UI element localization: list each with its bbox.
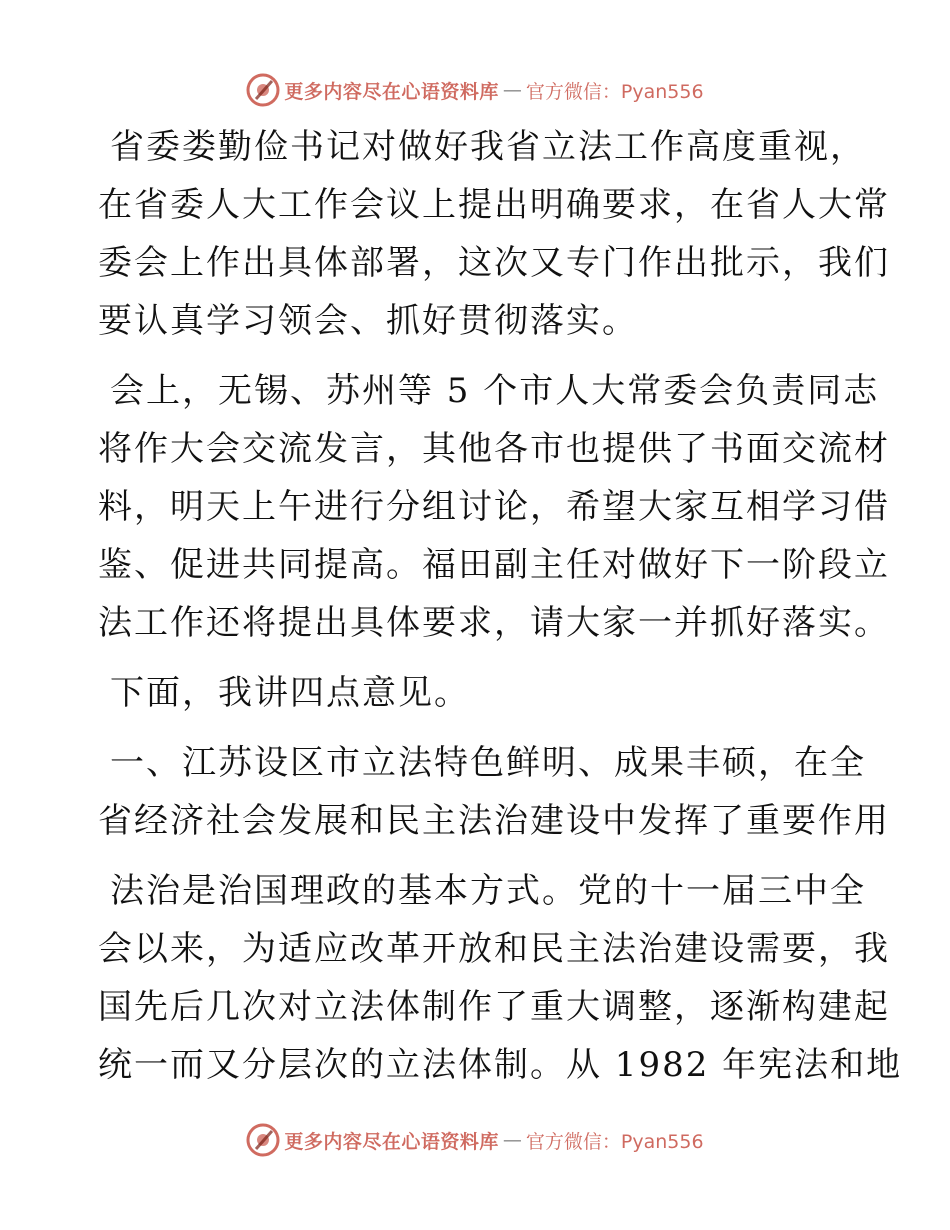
watermark-brand-text: 更多内容尽在心语资料库 xyxy=(284,1130,499,1153)
paragraph-2 xyxy=(98,362,890,652)
text-line: 法治是治国理政的基本方式。党的十一届三中全 xyxy=(110,871,866,911)
text-line: 会以来，为适应改革开放和民主法治建设需要，我 xyxy=(98,929,890,969)
paragraph-3 xyxy=(98,664,858,722)
text-line: 会上，无锡、苏州等 5 个市人大常委会负责同志 xyxy=(110,371,880,411)
text-line: 法工作还将提出具体要求，请大家一并抓好落实。 xyxy=(98,603,890,643)
text-line: 委会上作出具体部署，这次又专门作出批示，我们 xyxy=(98,243,890,283)
section-heading-1 xyxy=(98,734,890,850)
text-line: 在省委人大工作会议上提出明确要求，在省人大常 xyxy=(98,185,890,225)
text-line: 一、江苏设区市立法特色鲜明、成果丰硕，在全 xyxy=(110,743,866,783)
watermark-dash: — xyxy=(502,79,522,101)
text-line: 要认真学习领会、抓好贯彻落实。 xyxy=(98,301,638,341)
text-line: 省经济社会发展和民主法治建设中发挥了重要作用 xyxy=(98,801,890,841)
watermark-brand-text: 更多内容尽在心语资料库 xyxy=(284,80,499,103)
brand-logo-icon xyxy=(246,73,280,107)
watermark-contact-text: 官方微信：Pyan556 xyxy=(525,80,704,103)
text-line: 下面，我讲四点意见。 xyxy=(110,673,470,713)
watermark-contact-text: 官方微信：Pyan556 xyxy=(525,1130,704,1153)
paragraph-4 xyxy=(98,862,903,1094)
document-body xyxy=(98,118,903,1094)
paragraph-1 xyxy=(98,118,890,350)
text-line: 国先后几次对立法体制作了重大调整，逐渐构建起 xyxy=(98,987,890,1027)
watermark-dash: — xyxy=(502,1129,522,1151)
text-line: 料，明天上午进行分组讨论，希望大家互相学习借 xyxy=(98,487,890,527)
text-line: 统一而又分层次的立法体制。从 1982 年宪法和地 xyxy=(98,1045,903,1085)
brand-logo-icon xyxy=(246,1123,280,1157)
header-watermark xyxy=(0,70,950,110)
footer-watermark xyxy=(0,1120,950,1160)
text-line: 鉴、促进共同提高。福田副主任对做好下一阶段立 xyxy=(98,545,890,585)
text-line: 省委娄勤俭书记对做好我省立法工作高度重视， xyxy=(110,127,866,167)
text-line: 将作大会交流发言，其他各市也提供了书面交流材 xyxy=(98,429,890,469)
